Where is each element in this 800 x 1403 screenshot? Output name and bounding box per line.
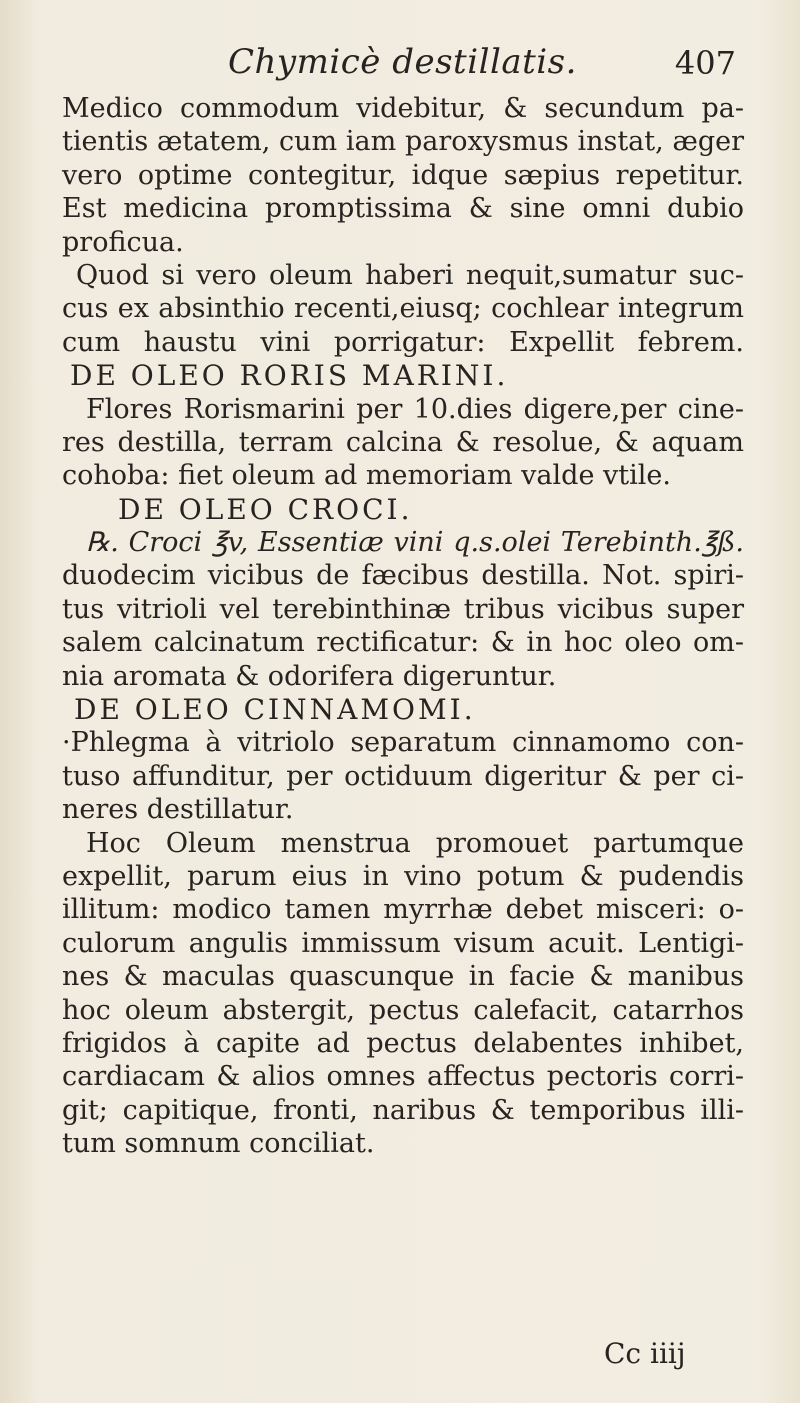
text-line: cardiacam & alios omnes affectus pectoris corri-	[62, 1061, 744, 1093]
text-line: hoc oleum abstergit, pectus calefacit, catarrhos	[62, 994, 744, 1026]
text-line: ·Phlegma à vitriolo separatum cinnamomo con-	[62, 727, 744, 759]
text-line: expellit, parum eius in vino potum & pudendis	[62, 860, 744, 892]
section-heading: DE OLEO CINNAMOMI.	[74, 693, 476, 727]
text-line: duodecim vicibus de fæcibus destilla. Not. spiri-	[62, 560, 744, 592]
text-line: illitum: modico tamen myrrhæ debet misceri: o-	[62, 894, 744, 926]
text-line: git; capitique, fronti, naribus & temporibus illi-	[62, 1094, 744, 1126]
text-line: Flores Rorismarini per 10.dies digere,per cine-	[86, 393, 744, 425]
text-line: Est medicina promptissima & sine omni dubio	[62, 193, 744, 225]
text-line: cum haustu vini porrigatur: Expellit febrem.	[62, 326, 744, 358]
text-line: Hoc Oleum menstrua promouet partumque	[86, 827, 744, 859]
text-line: vero optime contegitur, idque sæpius repetitur.	[62, 159, 744, 191]
text-line: nia aromata & odorifera digeruntur.	[62, 660, 557, 692]
text-line: cohoba: fiet oleum ad memoriam valde vtile.	[62, 460, 671, 492]
text-line: nes & maculas quascunque in facie & manibus	[62, 961, 744, 993]
recipe-line: ℞. Croci ℥v, Essentiæ vini q.s.olei Terebinth.℥ß.	[86, 527, 744, 559]
signature-catchword: Cc iiij	[604, 1337, 686, 1370]
text-line: cus ex absinthio recenti,eiusq; cochlear integrum	[62, 293, 744, 325]
running-head	[40, 38, 740, 88]
running-title: Chymicè destillatis.	[228, 42, 577, 82]
page-number: 407	[674, 44, 736, 82]
text-line: proficua.	[62, 226, 184, 258]
text-line: res destilla, terram calcina & resolue, & aquam	[62, 426, 744, 458]
text-line: Medico commodum videbitur, & secundum pa-	[62, 93, 744, 124]
text-line: tus vitrioli vel terebinthinæ tribus vicibus super	[62, 593, 744, 625]
text-line: Quod si vero oleum haberi nequit,sumatur suc-	[76, 259, 744, 291]
text-line: neres destillatur.	[62, 794, 294, 826]
body-text	[62, 92, 744, 1161]
section-heading: DE OLEO RORIS MARINI.	[70, 359, 509, 393]
text-line: frigidos à capite ad pectus delabentes inhibet,	[62, 1027, 744, 1059]
text-line: tum somnum conciliat.	[62, 1128, 375, 1160]
text-line: tientis ætatem, cum iam paroxysmus instat, æger	[62, 126, 744, 158]
text-line: tuso affunditur, per octiduum digeritur & per ci-	[62, 760, 744, 792]
text-line: salem calcinatum rectificatur: & in hoc oleo om-	[62, 627, 744, 659]
text-line: culorum angulis immissum visum acuit. Lentigi-	[62, 927, 744, 959]
section-heading: DE OLEO CROCI.	[118, 492, 413, 526]
